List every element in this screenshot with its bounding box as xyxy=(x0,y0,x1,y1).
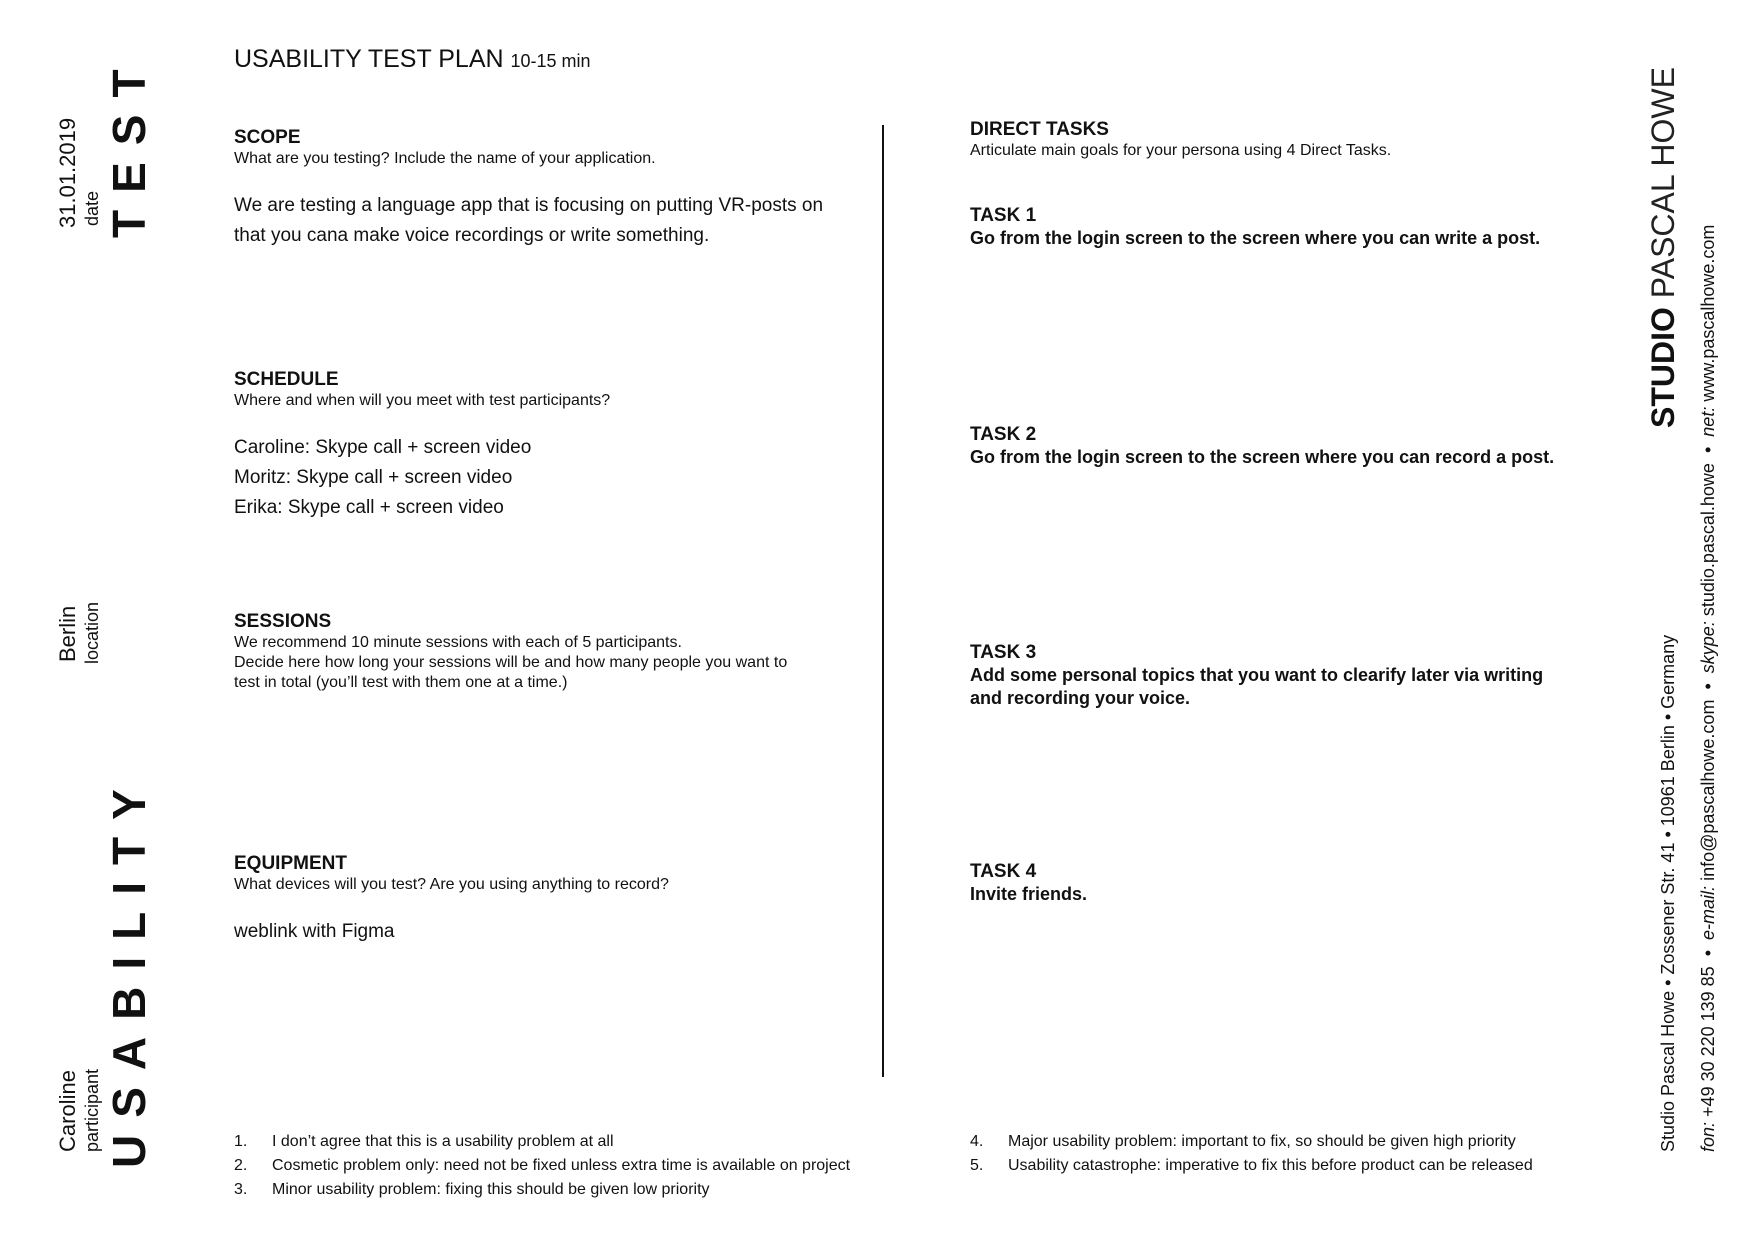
schedule-entry: Erika: Skype call + screen video xyxy=(234,497,504,518)
task-title: TASK 4 xyxy=(970,861,1037,882)
severity-text: Cosmetic problem only: need not be fixed unless extra time is available on project xyxy=(272,1157,851,1174)
task-block xyxy=(970,205,1540,250)
severity-text: I don’t agree that this is a usability problem at all xyxy=(272,1133,614,1150)
task-block xyxy=(970,642,1543,710)
severity-text: Major usability problem: important to fix, so should be given high priority xyxy=(1008,1133,1516,1150)
separator: • xyxy=(1698,683,1718,690)
separator: • xyxy=(1698,446,1718,454)
participant-value: Caroline xyxy=(55,1070,80,1152)
website-link[interactable]: www.pascalhowe.com xyxy=(1698,224,1718,402)
equipment-section xyxy=(234,853,669,947)
severity-item xyxy=(234,1178,850,1202)
test-word: TEST xyxy=(103,52,155,238)
email-link[interactable]: info@pascalhowe.com xyxy=(1698,699,1718,881)
sessions-line2: Decide here how long your sessions will be and how many people you want to xyxy=(234,654,788,671)
sessions-line3: test in total (you’ll test with them one at a time.) xyxy=(234,674,568,691)
severity-num: 4. xyxy=(970,1133,984,1150)
severity-list-left xyxy=(234,1130,850,1202)
sessions-heading: SESSIONS xyxy=(234,611,332,632)
equipment-prompt: What devices will you test? Are you using anything to record? xyxy=(234,876,669,893)
severity-item xyxy=(234,1154,850,1178)
studio-logo xyxy=(1645,67,1681,428)
fon-value: +49 30 220 139 85 xyxy=(1698,966,1718,1117)
task-description: Invite friends. xyxy=(970,884,1088,904)
location-value: Berlin xyxy=(55,605,80,662)
title-text: USABILITY TEST PLAN xyxy=(234,45,504,73)
task-description: Go from the login screen to the screen where you can record a post. xyxy=(970,447,1555,467)
usability-word: USABILITY xyxy=(103,772,155,1168)
equipment-answer: weblink with Figma xyxy=(234,921,395,942)
severity-text: Minor usability problem: fixing this should be given low priority xyxy=(272,1181,710,1198)
severity-num: 5. xyxy=(970,1157,984,1174)
equipment-heading: EQUIPMENT xyxy=(234,853,347,874)
severity-num: 2. xyxy=(234,1157,248,1174)
participant-label: participant xyxy=(82,1068,102,1152)
severity-item xyxy=(970,1130,1533,1154)
studio-address: Studio Pascal Howe • Zossener Str. 41 • 10961 Berlin • Germany xyxy=(1658,634,1678,1152)
schedule-heading: SCHEDULE xyxy=(234,369,339,390)
direct-tasks-heading: DIRECT TASKS xyxy=(970,119,1109,140)
location-label: location xyxy=(82,601,102,664)
studio-logo-bold: STUDIO xyxy=(1645,307,1681,428)
email-label: e-mail: xyxy=(1698,885,1718,940)
sessions-section xyxy=(234,611,787,693)
scope-section xyxy=(234,127,823,251)
schedule-entry: Moritz: Skype call + screen video xyxy=(234,467,513,488)
direct-tasks-section xyxy=(970,119,1391,161)
scope-prompt: What are you testing? Include the name of your application. xyxy=(234,150,656,167)
scope-heading: SCOPE xyxy=(234,127,301,148)
skype-label: skype: xyxy=(1698,621,1718,674)
severity-item xyxy=(970,1154,1533,1178)
page-title xyxy=(234,44,591,76)
severity-text: Usability catastrophe: imperative to fix this before product can be released xyxy=(1008,1157,1533,1174)
schedule-entry: Caroline: Skype call + screen video xyxy=(234,437,532,458)
schedule-section xyxy=(234,369,610,523)
severity-num: 1. xyxy=(234,1133,248,1150)
severity-item xyxy=(234,1130,850,1154)
task-title: TASK 2 xyxy=(970,424,1037,445)
task-block xyxy=(970,861,1087,906)
task-title: TASK 3 xyxy=(970,642,1037,663)
task-description: and recording your voice. xyxy=(970,688,1191,708)
scope-answer-line1: We are testing a language app that is focusing on putting VR-posts on xyxy=(234,195,824,216)
scope-answer-line2: that you cana make voice recordings or write something. xyxy=(234,225,710,246)
studio-logo-name: PASCAL HOWE xyxy=(1645,67,1681,299)
date-label: date xyxy=(82,190,102,226)
column-divider xyxy=(882,125,884,1077)
severity-list-right xyxy=(970,1130,1533,1178)
fon-label: fon: xyxy=(1698,1121,1718,1152)
contact-line xyxy=(1697,225,1719,1152)
task-description: Go from the login screen to the screen where you can write a post. xyxy=(970,228,1541,248)
duration-text: 10-15 min xyxy=(510,51,591,71)
separator: • xyxy=(1698,949,1718,957)
direct-tasks-prompt: Articulate main goals for your persona using 4 Direct Tasks. xyxy=(970,142,1392,159)
task-title: TASK 1 xyxy=(970,205,1037,226)
task-block xyxy=(970,424,1554,469)
date-value: 31.01.2019 xyxy=(55,117,80,228)
net-label: net: xyxy=(1698,406,1718,437)
severity-num: 3. xyxy=(234,1181,248,1198)
sessions-line1: We recommend 10 minute sessions with each of 5 participants. xyxy=(234,634,682,651)
task-description: Add some personal topics that you want to clearify later via writing xyxy=(970,665,1544,685)
skype-value: studio.pascal.howe xyxy=(1698,463,1718,617)
schedule-prompt: Where and when will you meet with test participants? xyxy=(234,392,611,409)
